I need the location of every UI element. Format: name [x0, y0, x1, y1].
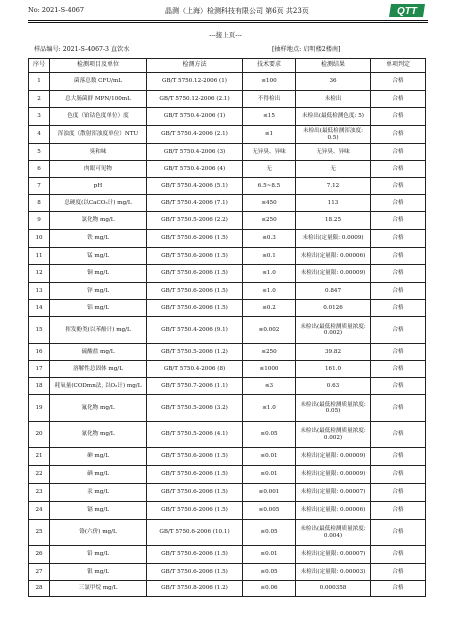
result: 0.000358	[296, 581, 371, 597]
test-method: GB/T 5750.5-2006 (4.1)	[147, 422, 243, 448]
requirement: ≤1.0	[243, 395, 296, 422]
judgement: 合格	[371, 581, 426, 597]
row-no: 7	[29, 178, 50, 195]
table-row	[29, 564, 426, 581]
row-no: 26	[29, 546, 50, 564]
test-method: GB/T 5750.4-2006 (8)	[147, 361, 243, 378]
test-method: GB/T 5750.6-2006 (1.5)	[147, 230, 243, 248]
test-item: 氰化物 mg/L	[50, 422, 147, 448]
result: 未检出(定量限: 0.00006)	[296, 248, 371, 265]
test-item: 铜 mg/L	[50, 265, 147, 283]
table-row	[29, 581, 426, 597]
judgement: 合格	[371, 178, 426, 195]
judgement: 合格	[371, 108, 426, 126]
result: 39.82	[296, 344, 371, 361]
logo-text: QTT	[397, 6, 417, 18]
test-item: 肉眼可见物	[50, 161, 147, 178]
result: 113	[296, 195, 371, 212]
test-method: GB/T 5750.6-2006 (1.5)	[147, 300, 243, 317]
test-results-table	[28, 58, 426, 597]
test-item: 铬(六价) mg/L	[50, 520, 147, 546]
table-row	[29, 361, 426, 378]
test-item: 银 mg/L	[50, 564, 147, 581]
table-row	[29, 265, 426, 283]
judgement: 合格	[371, 466, 426, 484]
col-header-no: 序号	[29, 59, 50, 73]
row-no: 27	[29, 564, 50, 581]
page-header-title: 晶测（上海）检测科技有限公司 第6页 共23页	[165, 7, 309, 15]
table-row	[29, 212, 426, 230]
table-row	[29, 395, 426, 422]
table-row	[29, 448, 426, 466]
test-item: 锰 mg/L	[50, 248, 147, 265]
table-row	[29, 161, 426, 178]
table-row	[29, 91, 426, 108]
result: 未检出(最低检测质量浓度: 0.002)	[296, 422, 371, 448]
requirement: ≤1.0	[243, 265, 296, 283]
requirement: 无异臭、异味	[243, 144, 296, 161]
judgement: 合格	[371, 317, 426, 344]
row-no: 23	[29, 484, 50, 502]
requirement: ≤100	[243, 73, 296, 91]
requirement: ≤0.01	[243, 466, 296, 484]
row-no: 15	[29, 317, 50, 344]
test-method: GB/T 5750.6-2006 (10.1)	[147, 520, 243, 546]
test-item: 溶解性总固体 mg/L	[50, 361, 147, 378]
table-row	[29, 466, 426, 484]
table-row	[29, 178, 426, 195]
report-number: No: 2021-S-4067	[28, 6, 85, 14]
table-row	[29, 300, 426, 317]
test-item: 菌落总数 CFU/mL	[50, 73, 147, 91]
col-header-method: 检测方法	[147, 59, 243, 73]
requirement: ≤1.0	[243, 283, 296, 300]
requirement: ≤0.05	[243, 422, 296, 448]
row-no: 11	[29, 248, 50, 265]
test-method: GB/T 5750.8-2006 (1.2)	[147, 581, 243, 597]
test-item: 总大肠菌群 MPN/100mL	[50, 91, 147, 108]
table-row	[29, 195, 426, 212]
requirement: ≤0.06	[243, 581, 296, 597]
test-method: GB/T 5750.4-2006 (3)	[147, 144, 243, 161]
judgement: 合格	[371, 230, 426, 248]
result: 未检出(定量限: 0.00007)	[296, 546, 371, 564]
test-item: 色度（铂钴色度单位）度	[50, 108, 147, 126]
test-method: GB/T 5750.4-2006 (9.1)	[147, 317, 243, 344]
test-item: 铅 mg/L	[50, 546, 147, 564]
row-no: 14	[29, 300, 50, 317]
table-row	[29, 126, 426, 144]
row-no: 17	[29, 361, 50, 378]
result: 未检出(定量限: 0.00003)	[296, 564, 371, 581]
judgement: 合格	[371, 161, 426, 178]
judgement: 合格	[371, 212, 426, 230]
test-method: GB/T 5750.4-2006 (7.1)	[147, 195, 243, 212]
row-no: 18	[29, 378, 50, 395]
row-no: 19	[29, 395, 50, 422]
row-no: 1	[29, 73, 50, 91]
result: 未检出(定量限: 0.00007)	[296, 484, 371, 502]
col-header-result: 检测结果	[296, 59, 371, 73]
judgement: 合格	[371, 484, 426, 502]
result: 未检出(最低检测浑浊度: 0.5)	[296, 126, 371, 144]
result: 未检出	[296, 91, 371, 108]
test-method: GB/T 5750.6-2006 (1.5)	[147, 265, 243, 283]
row-no: 5	[29, 144, 50, 161]
table-row	[29, 484, 426, 502]
test-item: 铁 mg/L	[50, 230, 147, 248]
row-no: 6	[29, 161, 50, 178]
test-item: 砷 mg/L	[50, 448, 147, 466]
table-row	[29, 283, 426, 300]
row-no: 20	[29, 422, 50, 448]
col-header-judgement: 单项判定	[371, 59, 426, 73]
requirement: 6.5~8.5	[243, 178, 296, 195]
row-no: 2	[29, 91, 50, 108]
table-row	[29, 546, 426, 564]
test-method: GB/T 5750.4-2006 (1)	[147, 108, 243, 126]
test-item: 耗氧量(CODmn法, 以O₂计) mg/L	[50, 378, 147, 395]
requirement: ≤3	[243, 378, 296, 395]
requirement: 不得检出	[243, 91, 296, 108]
test-method: GB/T 5750.6-2006 (1.5)	[147, 283, 243, 300]
judgement: 合格	[371, 564, 426, 581]
result: 0.847	[296, 283, 371, 300]
test-item: 浑浊度（散射浑浊度单位）NTU	[50, 126, 147, 144]
judgement: 合格	[371, 422, 426, 448]
judgement: 合格	[371, 283, 426, 300]
test-item: 镉 mg/L	[50, 502, 147, 520]
result: 未检出(定量限: 0.00009)	[296, 448, 371, 466]
requirement: ≤0.01	[243, 448, 296, 466]
table-row	[29, 144, 426, 161]
header-rule-bottom	[28, 22, 428, 23]
test-item: 臭和味	[50, 144, 147, 161]
table-row	[29, 73, 426, 91]
result: 161.0	[296, 361, 371, 378]
result: 未检出(最低检测质量浓度: 0.004)	[296, 520, 371, 546]
judgement: 合格	[371, 195, 426, 212]
test-method: GB/T 5750.12-2006 (2.1)	[147, 91, 243, 108]
test-item: pH	[50, 178, 147, 195]
table-row	[29, 344, 426, 361]
test-item: 硫酸盐 mg/L	[50, 344, 147, 361]
judgement: 合格	[371, 520, 426, 546]
result: 0.63	[296, 378, 371, 395]
requirement: ≤0.05	[243, 520, 296, 546]
table-row	[29, 502, 426, 520]
test-method: GB/T 5750.6-2006 (1.5)	[147, 484, 243, 502]
result: 未检出(定量限: 0.00009)	[296, 466, 371, 484]
row-no: 8	[29, 195, 50, 212]
requirement: ≤0.001	[243, 484, 296, 502]
table-row	[29, 520, 426, 546]
test-method: GB/T 5750.12-2006 (1)	[147, 73, 243, 91]
judgement: 合格	[371, 144, 426, 161]
test-item: 氟化物 mg/L	[50, 395, 147, 422]
test-item: 三氯甲烷 mg/L	[50, 581, 147, 597]
test-item: 总硬度(以CaCO₃计) mg/L	[50, 195, 147, 212]
requirement: ≤450	[243, 195, 296, 212]
judgement: 合格	[371, 448, 426, 466]
result: 18.25	[296, 212, 371, 230]
table-header-row	[29, 59, 426, 73]
row-no: 16	[29, 344, 50, 361]
test-method: GB/T 5750.4-2006 (5.1)	[147, 178, 243, 195]
table-row	[29, 108, 426, 126]
requirement: ≤250	[243, 212, 296, 230]
judgement: 合格	[371, 502, 426, 520]
row-no: 28	[29, 581, 50, 597]
judgement: 合格	[371, 300, 426, 317]
requirement: ≤1	[243, 126, 296, 144]
test-item: 锌 mg/L	[50, 283, 147, 300]
requirement: 无	[243, 161, 296, 178]
result: 无	[296, 161, 371, 178]
judgement: 合格	[371, 378, 426, 395]
judgement: 合格	[371, 126, 426, 144]
row-no: 25	[29, 520, 50, 546]
requirement: ≤0.002	[243, 317, 296, 344]
header-rule-top	[28, 20, 428, 21]
row-no: 12	[29, 265, 50, 283]
table-row	[29, 317, 426, 344]
test-method: GB/T 5750.4-2006 (4)	[147, 161, 243, 178]
row-no: 9	[29, 212, 50, 230]
row-no: 21	[29, 448, 50, 466]
test-method: GB/T 5750.5-2006 (3.2)	[147, 395, 243, 422]
result: 36	[296, 73, 371, 91]
requirement: ≤0.3	[243, 230, 296, 248]
judgement: 合格	[371, 546, 426, 564]
row-no: 13	[29, 283, 50, 300]
table-row	[29, 422, 426, 448]
row-no: 4	[29, 126, 50, 144]
judgement: 合格	[371, 73, 426, 91]
test-method: GB/T 5750.6-2006 (1.5)	[147, 564, 243, 581]
test-item: 汞 mg/L	[50, 484, 147, 502]
result: 未检出(最低检测质量浓度: 0.002)	[296, 317, 371, 344]
test-method: GB/T 5750.5-2006 (2.2)	[147, 212, 243, 230]
judgement: 合格	[371, 91, 426, 108]
row-no: 10	[29, 230, 50, 248]
test-method: GB/T 5750.6-2006 (1.5)	[147, 546, 243, 564]
judgement: 合格	[371, 344, 426, 361]
requirement: ≤0.1	[243, 248, 296, 265]
result: 0.0126	[296, 300, 371, 317]
requirement: ≤0.01	[243, 546, 296, 564]
row-no: 22	[29, 466, 50, 484]
result: 未检出(最低检测质量浓度: 0.05)	[296, 395, 371, 422]
sample-number: 样品编号: 2021-S-4067-3 直饮水	[34, 46, 130, 53]
result: 未检出(定量限: 0.00006)	[296, 502, 371, 520]
requirement: ≤250	[243, 344, 296, 361]
result: 未检出(定量限: 0.0009)	[296, 230, 371, 248]
requirement: ≤1000	[243, 361, 296, 378]
result: 7.12	[296, 178, 371, 195]
test-item: 硒 mg/L	[50, 466, 147, 484]
judgement: 合格	[371, 361, 426, 378]
judgement: 合格	[371, 265, 426, 283]
sampling-location: [抽样地点: 启明楼2楼南]	[272, 46, 341, 53]
result: 无异臭、异味	[296, 144, 371, 161]
judgement: 合格	[371, 248, 426, 265]
requirement: ≤0.2	[243, 300, 296, 317]
test-item: 氯化物 mg/L	[50, 212, 147, 230]
table-row	[29, 230, 426, 248]
col-header-item: 检测项目及单位	[50, 59, 147, 73]
row-no: 3	[29, 108, 50, 126]
result: 未检出(定量限: 0.00009)	[296, 265, 371, 283]
test-method: GB/T 5750.4-2006 (2.1)	[147, 126, 243, 144]
result: 未检出(最低检测色度: 5)	[296, 108, 371, 126]
test-method: GB/T 5750.6-2006 (1.5)	[147, 466, 243, 484]
test-method: GB/T 5750.7-2006 (1.1)	[147, 378, 243, 395]
test-method: GB/T 5750.5-2006 (1.2)	[147, 344, 243, 361]
table-row	[29, 248, 426, 265]
col-header-requirement: 技术要求	[243, 59, 296, 73]
requirement: ≤0.05	[243, 564, 296, 581]
judgement: 合格	[371, 395, 426, 422]
company-logo	[388, 3, 426, 18]
continued-from-previous: ---接上页---	[209, 31, 242, 39]
test-method: GB/T 5750.6-2006 (1.5)	[147, 448, 243, 466]
requirement: ≤15	[243, 108, 296, 126]
test-item: 铝 mg/L	[50, 300, 147, 317]
test-item: 挥发酚类(以苯酚计) mg/L	[50, 317, 147, 344]
test-method: GB/T 5750.6-2006 (1.5)	[147, 248, 243, 265]
test-method: GB/T 5750.6-2006 (1.5)	[147, 502, 243, 520]
requirement: ≤0.005	[243, 502, 296, 520]
table-row	[29, 378, 426, 395]
row-no: 24	[29, 502, 50, 520]
